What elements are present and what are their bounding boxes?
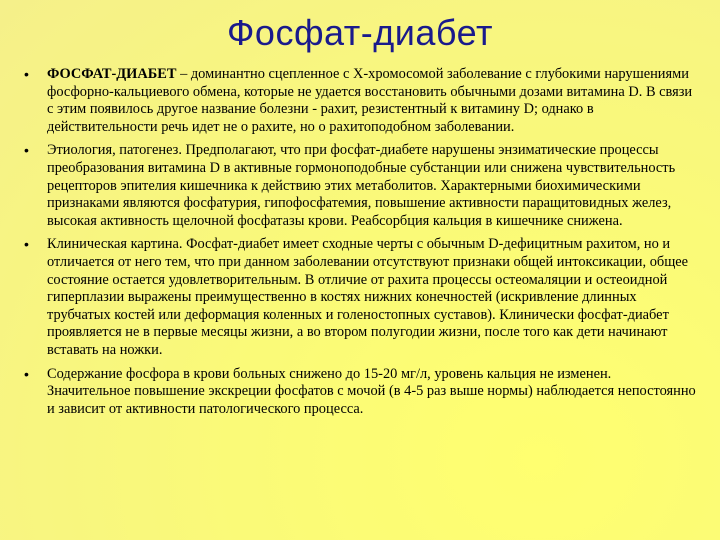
bullet-item (24, 366, 696, 419)
bullet-item (24, 66, 696, 136)
bullet-dot-icon: • (24, 142, 29, 159)
bullet-list (24, 66, 696, 424)
bullet-lead-term: ФОСФАТ-ДИАБЕТ (47, 66, 177, 82)
bullet-dot-icon: • (24, 66, 29, 82)
bullet-text: – доминантно сцепленное с Х-хромосомой заболевание с глубокими нарушениями фосфорно-кальциевого обмена, которые не удается восстановить обычными дозами витамина D. В связи с этим появилось другое название болезни - рахит, резистентный к витамину D; однако в действительности речь идет не о рахите, но о рахитоподобном заболевании. (47, 66, 693, 135)
bullet-item (24, 142, 696, 230)
slide-title: Фосфат-диабет (227, 12, 493, 53)
bullet-text: Содержание фосфора в крови больных снижено до 15-20 мг/л, уровень кальция не изменен. Значительное повышение экскреции фосфатов с мочой (в 4-5 раз выше нормы) наблюдается непостоянно и зависит от активности патологического процесса. (47, 365, 696, 417)
bullet-item (24, 236, 696, 359)
bullet-dot-icon: • (24, 365, 29, 382)
bullet-text: Этиология, патогенез. Предполагают, что при фосфат-диабете нарушены энзиматические процессы преобразования витамина D в активные гормоноподобные субстанции или снижена чувствительность рецепторов эпителия кишечника к действию этих метаболитов. Характерными биохимическими признаками являются фосфатурия, гипофосфатемия, повышение активности паращитовидных желез, высокая активность щелочной фосфатазы крови. Реабсорбция кальция в кишечнике снижена. (47, 142, 676, 229)
bullet-dot-icon: • (24, 236, 29, 253)
bullet-text: Клиническая картина. Фосфат-диабет имеет сходные черты с обычным D-дефицитным рахитом, но и отличается от него тем, что при данном заболевании отсутствуют признаки общей интоксикации, общее состояние остается удовлетворительным. В отличие от рахита процессы остеомаляции и остеоидной гиперплазии выражены преимущественно в костях нижних конечностей (искривление длинных трубчатых костей или деформация коленных и голеностопных суставов). Клинически фосфат-диабет проявляется не в первые месяцы жизни, а во втором полугодии жизни, после того как дети начинают вставать на ножки. (47, 236, 689, 358)
